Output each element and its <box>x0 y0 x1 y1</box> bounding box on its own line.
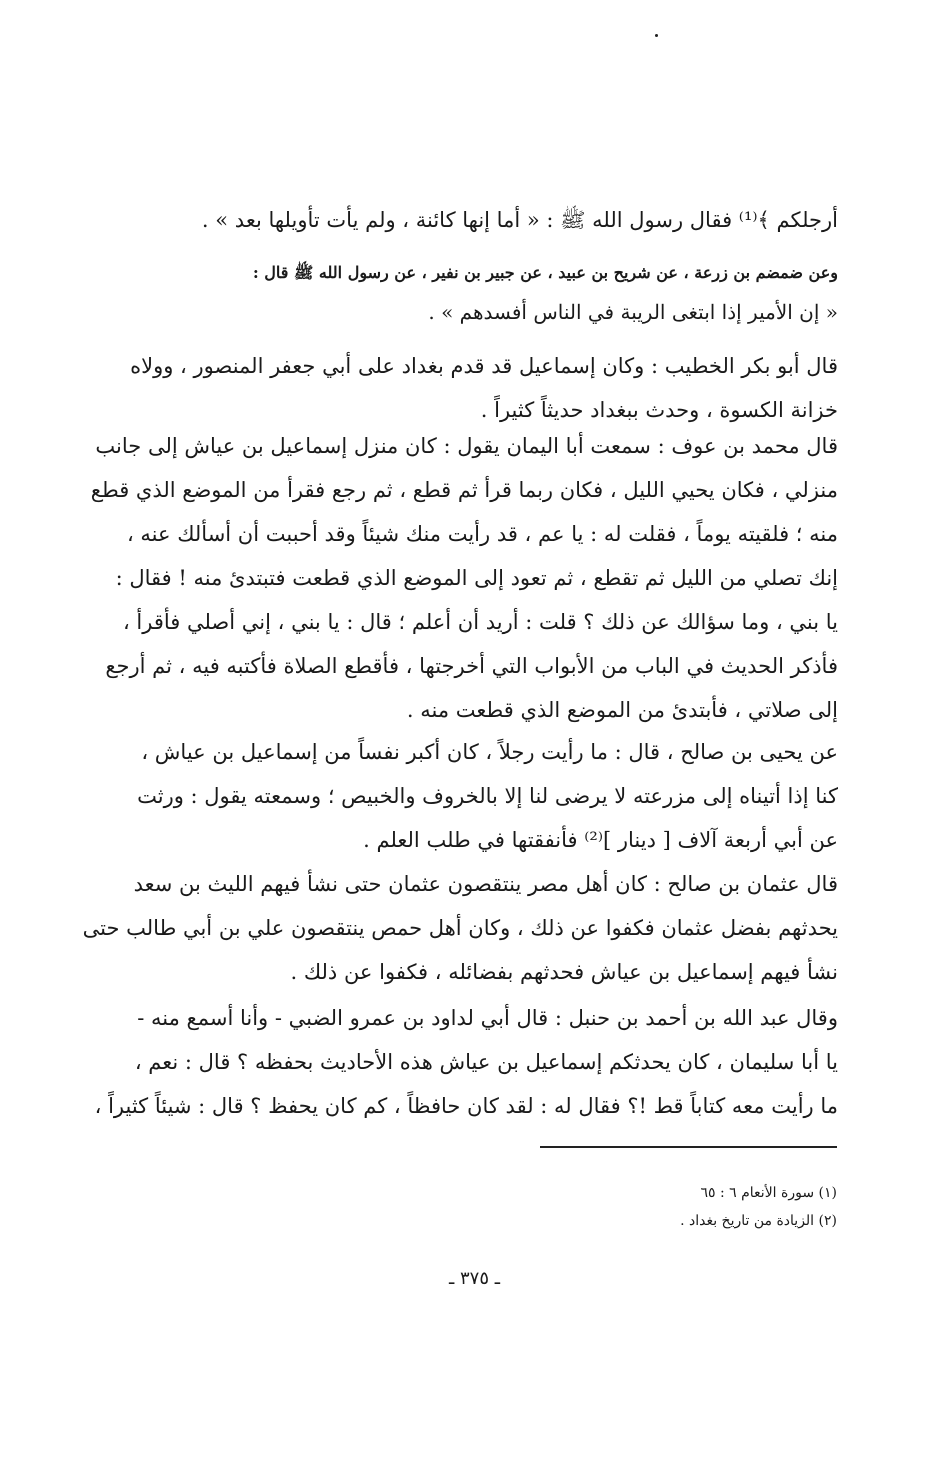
paragraph <box>78 424 838 732</box>
text-line: يا بني ، وما سؤالك عن ذلك ؟ قلت : أريد أن أعلم ؛ قال : يا بني ، إني أصلي فأقرأ ، <box>122 610 838 634</box>
text-line: عن يحيى بن صالح ، قال : ما رأيت رجلاً ، كان أكبر نفساً من إسماعيل بن عياش ، <box>141 740 838 764</box>
text-line: كنا إذا أتيناه إلى مزرعته لا يرضى لنا إلا بالخروف والخبيص ؛ وسمعته يقول : ورثت <box>137 784 838 808</box>
paragraph <box>78 862 838 994</box>
paragraph <box>78 730 838 862</box>
text-line: « إن الأمير إذا ابتغى الريبة في الناس أفسدهم » . <box>428 300 838 324</box>
text-line: إنك تصلي من الليل ثم تقطع ، ثم تعود إلى الموضع الذي قطعت فتبتدئ منه ! فقال : <box>115 566 838 590</box>
text-line: خزانة الكسوة ، وحدث ببغداد حديثاً كثيراً . <box>480 398 838 422</box>
text-line: وقال عبد الله بن أحمد بن حنبل : قال أبي لداود بن عمرو الضبي - وأنا أسمع منه - <box>137 1006 838 1030</box>
paragraph <box>78 344 838 432</box>
text-line: عن أبي أربعة آلاف [ دينار ]⁽²⁾ فأنفقتها في طلب العلم . <box>363 828 838 852</box>
text-line: قال أبو بكر الخطيب : وكان إسماعيل قد قدم بغداد على أبي جعفر المنصور ، وولاه <box>130 354 838 378</box>
paragraph <box>78 996 838 1128</box>
page-number: ـ ٣٧٥ ـ <box>448 1268 500 1289</box>
text-line: أرجلكم ﴾⁽¹⁾ فقال رسول الله ﷺ : « أما إنها كائنة ، ولم يأت تأويلها بعد » . <box>201 208 838 232</box>
text-line: إلى صلاتي ، فأبتدئ من الموضع الذي قطعت منه . <box>406 698 838 722</box>
footnote-divider <box>540 1146 837 1148</box>
text-line: يحدثهم بفضل عثمان فكفوا عن ذلك ، وكان أهل حمص ينتقصون علي بن أبي طالب حتى <box>82 916 838 940</box>
footnote: (١) سورة الأنعام ٦ : ٦٥ <box>700 1185 837 1201</box>
hadith-text <box>78 290 838 334</box>
text-line: منه ؛ فلقيته يوماً ، فقلت له : يا عم ، قد رأيت منك شيئاً وقد أحببت أن أسألك عنه ، <box>126 522 838 546</box>
text-line: نشأ فيهم إسماعيل بن عياش فحدثهم بفضائله ، فكفوا عن ذلك . <box>290 960 838 984</box>
footnote: (٢) الزيادة من تاريخ بغداد . <box>680 1213 837 1229</box>
top-mark <box>655 34 658 37</box>
text-line: منزلي ، فكان يحيي الليل ، فكان ربما قرأ ثم قطع ، ثم رجع فقرأ من الموضع الذي قطع <box>90 478 838 502</box>
text-line: قال محمد بن عوف : سمعت أبا اليمان يقول : كان منزل إسماعيل بن عياش إلى جانب <box>95 434 838 458</box>
text-line: فأذكر الحديث في الباب من الأبواب التي أخرجتها ، فأقطع الصلاة فأكتبه فيه ، ثم أرجع <box>105 654 838 678</box>
text-line: يا أبا سليمان ، كان يحدثكم إسماعيل بن عياش هذه الأحاديث بحفظه ؟ قال : نعم ، <box>134 1050 838 1074</box>
paragraph <box>78 198 838 242</box>
hadith-chain <box>78 256 838 290</box>
text-line: قال عثمان بن صالح : كان أهل مصر ينتقصون عثمان حتى نشأ فيهم الليث بن سعد <box>133 872 838 896</box>
text-line: ما رأيت معه كتاباً قط !؟ فقال له : لقد كان حافظاً ، كم كان يحفظ ؟ قال : شيئاً كثيراً ، <box>94 1094 838 1118</box>
text-line: وعن ضمضم بن زرعة ، عن شريح بن عبيد ، عن جبير بن نفير ، عن رسول الله ﷺ قال : <box>252 263 838 282</box>
